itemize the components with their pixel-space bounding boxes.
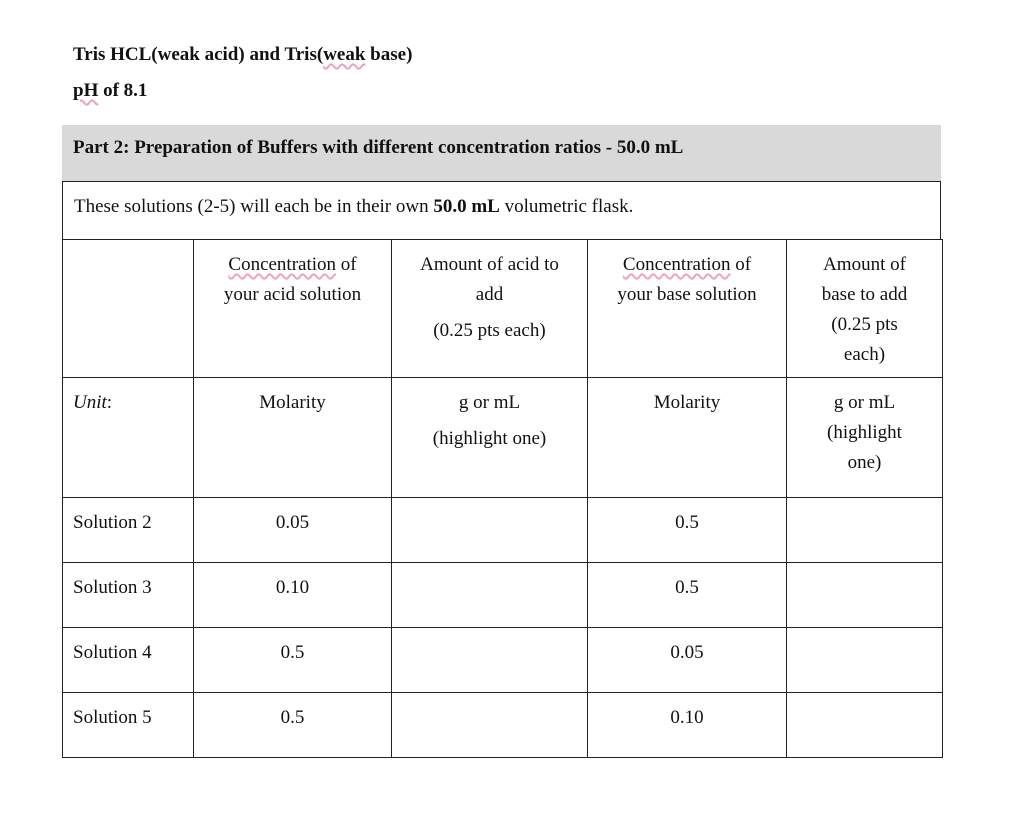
unit-text: g or mL xyxy=(833,392,896,413)
acid-amount-cell[interactable] xyxy=(392,498,588,563)
buffer-table xyxy=(62,239,943,758)
table-row xyxy=(63,498,943,563)
base-amount-cell[interactable] xyxy=(787,628,943,693)
document-title-line-1 xyxy=(73,44,412,66)
unit-base-concentration xyxy=(588,378,787,498)
header-text: add xyxy=(475,284,504,305)
unit-text: Molarity xyxy=(259,392,326,413)
acid-concentration-cell: 0.05 xyxy=(194,498,392,563)
header-cell-empty xyxy=(63,240,194,378)
base-amount-cell[interactable] xyxy=(787,693,943,758)
header-text: of xyxy=(336,254,357,275)
note-text-start: These solutions (2-5) will each be in their own xyxy=(74,196,434,217)
unit-acid-concentration xyxy=(194,378,392,498)
spellcheck-word-concentration[interactable]: Concentration xyxy=(622,254,731,275)
acid-concentration-cell: 0.5 xyxy=(194,693,392,758)
unit-text: (highlight xyxy=(827,422,902,443)
spellcheck-word-weak[interactable]: weak xyxy=(323,44,366,65)
header-text: base to add xyxy=(821,284,908,305)
row-label: Solution 5 xyxy=(63,693,194,758)
row-label: Solution 3 xyxy=(63,563,194,628)
table-row xyxy=(63,563,943,628)
section-note xyxy=(62,181,941,240)
header-text: (0.25 pts each) xyxy=(433,320,546,341)
title-part-1: Tris HCL(weak acid) and Tris( xyxy=(73,44,324,65)
header-text: (0.25 pts xyxy=(831,314,898,335)
header-base-concentration xyxy=(588,240,787,378)
acid-concentration-cell: 0.5 xyxy=(194,628,392,693)
header-base-amount xyxy=(787,240,943,378)
unit-text: g or mL xyxy=(458,392,521,413)
unit-label-cell xyxy=(63,378,194,498)
base-amount-cell[interactable] xyxy=(787,498,943,563)
acid-amount-cell[interactable] xyxy=(392,628,588,693)
table-row xyxy=(63,628,943,693)
title-part-2: base) xyxy=(365,44,413,65)
unit-base-amount xyxy=(787,378,943,498)
base-concentration-cell: 0.5 xyxy=(588,498,787,563)
spellcheck-word-ph[interactable]: pH xyxy=(73,80,99,101)
document-title-line-2 xyxy=(73,80,147,102)
header-text: your acid solution xyxy=(223,284,362,305)
header-text: Amount of xyxy=(823,254,906,275)
acid-amount-cell[interactable] xyxy=(392,693,588,758)
base-amount-cell[interactable] xyxy=(787,563,943,628)
unit-text: one) xyxy=(847,452,882,473)
ph-value-text: of 8.1 xyxy=(98,80,148,101)
header-text: of xyxy=(730,254,752,275)
header-acid-amount xyxy=(392,240,588,378)
table-header-row xyxy=(63,240,943,378)
table-row xyxy=(63,693,943,758)
unit-colon: : xyxy=(106,392,113,413)
header-acid-concentration xyxy=(194,240,392,378)
header-text: your base solution xyxy=(617,284,757,305)
note-volume-bold: 50.0 mL xyxy=(433,196,500,217)
note-text-end: volumetric flask. xyxy=(499,196,634,217)
section-title: Part 2: Preparation of Buffers with different concentration ratios - 50.0 mL xyxy=(73,137,684,158)
spellcheck-word-concentration[interactable]: Concentration xyxy=(228,254,337,275)
row-label: Solution 4 xyxy=(63,628,194,693)
base-concentration-cell: 0.5 xyxy=(588,563,787,628)
header-text: each) xyxy=(843,344,886,365)
base-concentration-cell: 0.05 xyxy=(588,628,787,693)
unit-row xyxy=(63,378,943,498)
base-concentration-cell: 0.10 xyxy=(588,693,787,758)
unit-acid-amount xyxy=(392,378,588,498)
unit-label: Unit xyxy=(73,392,107,413)
section-banner xyxy=(62,125,941,182)
unit-text: Molarity xyxy=(653,392,721,413)
unit-text: (highlight one) xyxy=(432,428,547,449)
acid-amount-cell[interactable] xyxy=(392,563,588,628)
row-label: Solution 2 xyxy=(63,498,194,563)
header-text: Amount of acid to xyxy=(420,254,559,275)
acid-concentration-cell: 0.10 xyxy=(194,563,392,628)
